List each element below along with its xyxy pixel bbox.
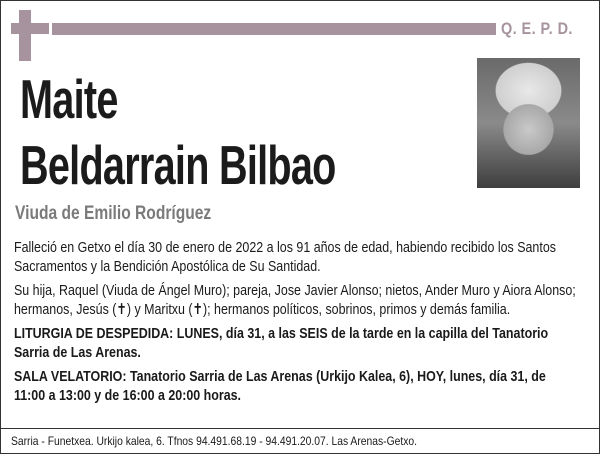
last-name: Beldarrain Bilbao (20, 134, 336, 196)
qepd-label: Q. E. P. D. (501, 19, 573, 38)
subtitle: Viuda de Emilio Rodríguez (15, 203, 212, 224)
death-paragraph: Falleció en Getxo el día 30 de enero de 2022 a los 91 años de edad, habiendo recibido los Santos Sacramentos y la Bendición Apostólica de Su Santidad. (14, 239, 556, 275)
family-paragraph: Su hija, Raquel (Viuda de Ángel Muro); pareja, Jose Javier Alonso; nietos, Ander Muro y Aiora Alonso; hermanos, Jesús (✝) y Maritxu (✝); hermanos políticos, sobrinos, primos y demás familia. (14, 282, 576, 318)
portrait-photo (477, 58, 580, 188)
first-name: Maite (20, 68, 118, 130)
wake-paragraph: SALA VELATORIO: Tanatorio Sarria de Las Arenas (Urkijo Kalea, 6), HOY, lunes, día 31, de 11:00 a 13:00 y de 16:00 a 20:00 horas. (14, 368, 546, 404)
latin-cross-icon-arm (11, 23, 49, 34)
header-rule (52, 23, 496, 35)
funeral-home-footer: Sarria - Funetxea. Urkijo kalea, 6. Tfnos 94.491.68.19 - 94.491.20.07. Las Arenas-Getxo. (11, 434, 417, 448)
footer-divider (1, 428, 599, 429)
obituary-body (14, 238, 578, 410)
liturgy-paragraph: LITURGIA DE DESPEDIDA: LUNES, día 31, a las SEIS de la tarde en la capilla del Tanatorio Sarria de Las Arenas. (14, 325, 549, 361)
latin-cross-icon (19, 10, 31, 61)
